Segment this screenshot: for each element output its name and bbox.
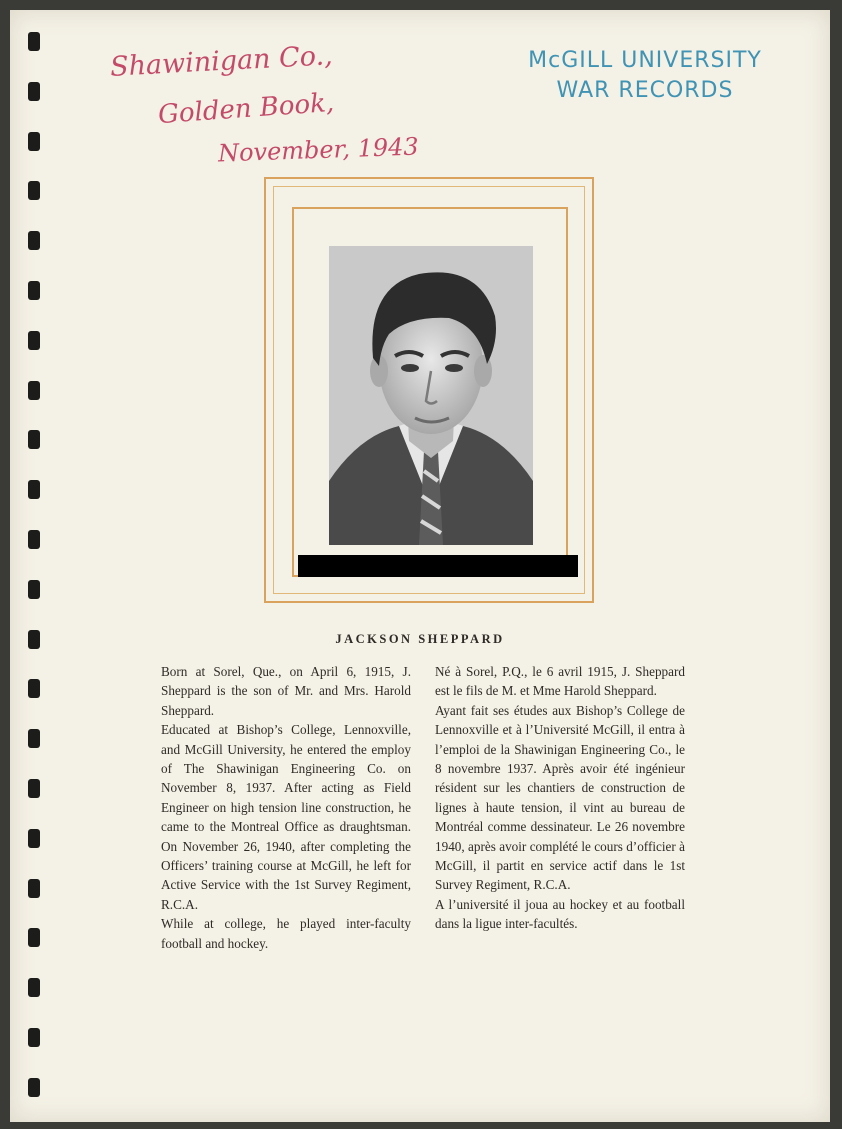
stamp-line-1: McGILL UNIVERSITY: [528, 48, 762, 73]
binder-hole: [28, 480, 40, 499]
binder-hole: [28, 32, 40, 51]
handwritten-line-1: Shawinigan Co.,: [109, 40, 334, 83]
binder-hole: [28, 729, 40, 748]
redaction-bar: [298, 555, 578, 577]
english-paragraph-1: Born at Sorel, Que., on April 6, 1915, J. Sheppard is the son of Mr. and Mrs. Harold Sheppard.: [161, 664, 411, 718]
binder-hole: [28, 82, 40, 101]
document-page: [10, 10, 830, 1122]
binder-hole: [28, 1078, 40, 1097]
binder-hole: [28, 281, 40, 300]
binder-hole: [28, 1028, 40, 1047]
portrait-photo: [329, 246, 533, 545]
binder-hole: [28, 381, 40, 400]
archive-stamp: [495, 46, 795, 106]
subject-name: JACKSON SHEPPARD: [335, 632, 505, 646]
handwritten-line-3: November, 1943: [217, 132, 420, 168]
binder-hole: [28, 231, 40, 250]
binder-hole: [28, 879, 40, 898]
english-paragraph-3: While at college, he played inter-faculty football and hockey.: [161, 916, 411, 951]
binder-hole: [28, 331, 40, 350]
binder-hole: [28, 679, 40, 698]
french-paragraph-2: Ayant fait ses études aux Bishop’s College de Lennoxville et à l’Université McGill, il entra à l’emploi de la Shawinigan Engineering Co., le 8 novembre 1937. Après avoir été ingénieur résident sur les chantiers de construction de lignes à haute tension, il vint au bureau de Montréal comme dessinateur. Le 26 novembre 1940, après avoir complété le cours d’officier à McGill, il partit en service actif dans le 1st Survey Regiment, R.C.A.: [435, 702, 685, 893]
binder-hole: [28, 580, 40, 599]
binder-hole: [28, 978, 40, 997]
binder-hole: [28, 779, 40, 798]
binder-hole: [28, 630, 40, 649]
binder-hole: [28, 430, 40, 449]
binder-hole: [28, 928, 40, 947]
handwritten-note: [109, 40, 440, 176]
english-column: [161, 662, 411, 953]
french-column: [435, 662, 685, 934]
french-paragraph-3: A l’université il joua au hockey et au football dans la ligue inter-facultés.: [435, 896, 685, 932]
binder-holes: [28, 32, 42, 1122]
portrait-illustration: [329, 246, 533, 545]
stamp-line-2: WAR RECORDS: [556, 78, 734, 103]
binder-hole: [28, 530, 40, 549]
binder-hole: [28, 829, 40, 848]
french-paragraph-1: Né à Sorel, P.Q., le 6 avril 1915, J. Sheppard est le fils de M. et Mme Harold Sheppard.: [435, 664, 685, 699]
binder-hole: [28, 181, 40, 200]
english-paragraph-2: Educated at Bishop’s College, Lennoxville, and McGill University, he entered the employ of The Shawinigan Engineering Co. on November 8, 1937. After acting as Field Engineer on high tension line construction, he came to the Montreal Office as draughtsman. On November 26, 1940, after completing the Officers’ training course at McGill, he left for Active Service with the 1st Survey Regiment, R.C.A.: [161, 722, 411, 912]
handwritten-line-2: Golden Book,: [157, 87, 336, 131]
binder-hole: [28, 132, 40, 151]
